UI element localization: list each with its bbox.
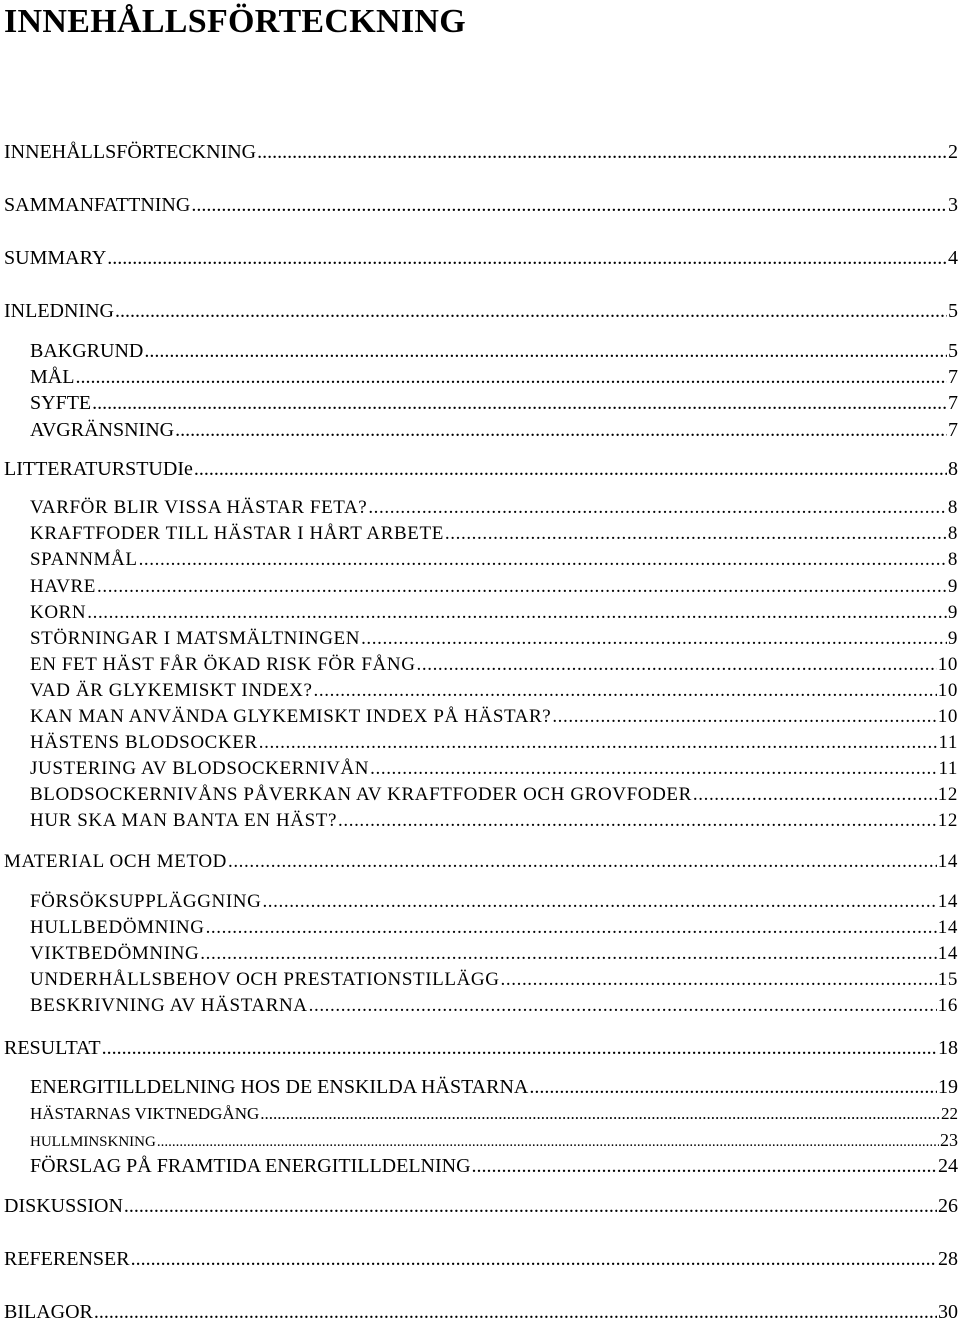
dot-leader [87,601,947,625]
toc-entry-page: 9 [947,628,958,649]
toc-entry-page: 10 [937,706,958,727]
toc-entry-label: ENERGITILLDELNING HOS DE ENSKILDA HÄSTARNA [30,1076,529,1098]
dot-leader [75,365,947,389]
dot-leader [97,575,947,599]
toc-entry-forslag-pa-framtida[interactable] [30,1154,958,1178]
toc-entry-referenser[interactable] [4,1247,958,1271]
toc-entry-vad-ar-glykemiskt-index[interactable] [30,679,958,703]
dot-leader [260,1103,940,1125]
toc-entry-hur-ska-man-banta-en-hast[interactable] [30,809,958,833]
dot-leader [94,1300,937,1324]
toc-entry-page: 28 [938,1248,958,1270]
toc-entry-page: 7 [948,419,958,441]
toc-entry-page: 16 [937,995,958,1016]
toc-entry-summary[interactable] [4,246,958,270]
toc-entry-label: FÖRSLAG PÅ FRAMTIDA ENERGITILLDELNING [30,1155,471,1177]
toc-entry-page: 10 [937,680,958,701]
toc-entry-label: BLODSOCKERNIVÅNS PÅVERKAN AV KRAFTFODER OCH GROVFODER [30,784,692,805]
toc-entry-sammanfattning[interactable] [4,193,958,217]
toc-entry-label: RESULTAT [4,1037,101,1059]
dot-leader [257,140,947,164]
toc-entry-page: 26 [938,1195,958,1217]
toc-entry-label: SPANNMÅL [30,549,138,570]
toc-entry-kan-man-anvanda-glykemiskt-index[interactable] [30,705,958,729]
dot-leader [368,496,947,520]
toc-entry-label: KAN MAN ANVÄNDA GLYKEMISKT INDEX PÅ HÄSTAR? [30,706,552,727]
toc-entry-havre[interactable] [30,575,958,599]
toc-entry-hullbedomning[interactable] [30,916,958,940]
toc-entry-inledning[interactable] [4,299,958,323]
toc-entry-label: KORN [30,602,87,623]
toc-entry-en-fet-hast[interactable] [30,653,958,677]
toc-entry-label: KRAFTFODER TILL HÄSTAR I HÅRT ARBETE [30,523,444,544]
toc-entry-label: MÅL [30,366,75,388]
dot-leader [139,548,947,572]
toc-entry-page: 9 [947,602,958,623]
dot-leader [417,653,937,677]
toc-entry-spannmal[interactable] [30,548,958,572]
toc-entry-diskussion[interactable] [4,1194,958,1218]
toc-entry-label: HULLBEDÖMNING [30,917,205,938]
dot-leader [144,339,947,363]
toc-entry-page: 15 [937,969,958,990]
toc-entry-label: REFERENSER [4,1248,130,1270]
toc-entry-page: 9 [947,576,958,597]
toc-entry-label: SYFTE [30,392,92,414]
toc-entry-page: 30 [938,1301,958,1323]
toc-entry-page: 8 [948,458,958,480]
toc-entry-page: 18 [938,1037,958,1059]
dot-leader [529,1075,937,1099]
toc-entry-justering-av-blodsockernivan[interactable] [30,757,958,781]
toc-entry-page: 2 [948,141,958,163]
toc-entry-storningar-i-matsmaltningen[interactable] [30,627,958,651]
toc-entry-label: SAMMANFATTNING [4,194,191,216]
dot-leader [115,299,947,323]
toc-entry-bilagor[interactable] [4,1300,958,1324]
toc-entry-page: 7 [948,392,958,414]
toc-entry-material-och-metod[interactable] [4,850,958,874]
dot-leader [338,809,937,833]
toc-entry-page: 14 [937,917,958,938]
toc-entry-page: 5 [948,340,958,362]
dot-leader [361,627,947,651]
dot-leader [200,942,937,966]
toc-entry-label: STÖRNINGAR I MATSMÄLTNINGEN [30,628,361,649]
toc-entry-page: 8 [947,549,958,570]
toc-entry-label: INNEHÅLLSFÖRTECKNING [4,141,257,163]
toc-entry-mal[interactable] [30,365,958,389]
page-title: INNEHÅLLSFÖRTECKNING [4,3,466,40]
toc-entry-page: 12 [937,810,958,831]
dot-leader [131,1247,937,1271]
toc-entry-viktbedomning[interactable] [30,942,958,966]
toc-entry-page: 3 [948,194,958,216]
dot-leader [262,890,936,914]
toc-entry-page: 11 [938,758,958,779]
toc-entry-label: VIKTBEDÖMNING [30,943,200,964]
toc-entry-syfte[interactable] [30,391,958,415]
dot-leader [445,522,947,546]
toc-entry-label: DISKUSSION [4,1195,123,1217]
dot-leader [552,705,936,729]
toc-entry-label: HUR SKA MAN BANTA EN HÄST? [30,810,338,831]
dot-leader [501,968,937,992]
toc-entry-label: MATERIAL OCH METOD [4,851,227,872]
toc-entry-innehallsforteckning[interactable] [4,140,958,164]
toc-entry-hastarnas-viktnedgang[interactable] [30,1103,958,1125]
dot-leader [102,1036,937,1060]
toc-entry-varfor-blir-vissa-hastar-feta[interactable] [30,496,958,520]
toc-entry-page: 14 [937,851,958,872]
toc-entry-page: 19 [938,1076,958,1098]
toc-entry-label: UNDERHÅLLSBEHOV OCH PRESTATIONSTILLÄGG [30,969,500,990]
toc-entry-korn[interactable] [30,601,958,625]
toc-entry-label: EN FET HÄST FÅR ÖKAD RISK FÖR FÅNG [30,654,416,675]
dot-leader [191,193,947,217]
toc-entry-page: 23 [940,1130,958,1150]
toc-entry-label: JUSTERING AV BLODSOCKERNIVÅN [30,758,370,779]
toc-entry-label: LITTERATURSTUDIe [4,458,193,480]
toc-entry-hastens-blodsocker[interactable] [30,731,958,755]
toc-entry-label: INLEDNING [4,300,114,322]
toc-entry-energitilldelning[interactable] [30,1075,958,1099]
dot-leader [228,850,937,874]
toc-entry-page: 5 [948,300,958,322]
toc-entry-label: VARFÖR BLIR VISSA HÄSTAR FETA? [30,497,368,518]
dot-leader [124,1194,937,1218]
toc-entry-label: BESKRIVNING AV HÄSTARNA [30,995,308,1016]
toc-entry-label: SUMMARY [4,247,107,269]
dot-leader [370,757,937,781]
toc-entry-beskrivning-av-hastarna[interactable] [30,994,958,1018]
toc-entry-page: 11 [938,732,958,753]
dot-leader [194,457,947,481]
toc-entry-label: BILAGOR [4,1301,93,1323]
toc-entry-bakgrund[interactable] [30,339,958,363]
toc-entry-forsoksupplaggning[interactable] [30,890,958,914]
dot-leader [107,246,947,270]
dot-leader [314,679,937,703]
toc-entry-page: 14 [937,891,958,912]
toc-entry-page: 8 [947,523,958,544]
toc-entry-hullminskning[interactable] [30,1130,958,1152]
toc-entry-label: AVGRÄNSNING [30,419,175,441]
toc-entry-kraftfoder-till-hastar[interactable] [30,522,958,546]
toc-entry-page: 12 [937,784,958,805]
toc-entry-label: BAKGRUND [30,340,144,362]
dot-leader [693,783,937,807]
dot-leader [259,731,938,755]
toc-entry-page: 24 [938,1155,958,1177]
dot-leader [472,1154,937,1178]
toc-entry-litteraturstudie[interactable] [4,457,958,481]
dot-leader [92,391,947,415]
toc-entry-page: 7 [948,366,958,388]
toc-entry-label: HAVRE [30,576,96,597]
toc-entry-label: FÖRSÖKSUPPLÄGGNING [30,891,262,912]
toc-entry-page: 14 [937,943,958,964]
toc-entry-page: 4 [948,247,958,269]
toc-entry-label: HÄSTENS BLODSOCKER [30,732,258,753]
dot-leader [157,1132,939,1152]
toc-entry-page: 22 [941,1104,958,1123]
dot-leader [206,916,937,940]
toc-entry-label: HULLMINSKNING [30,1134,156,1150]
toc-entry-page: 8 [947,497,958,518]
dot-leader [309,994,937,1018]
toc-entry-underhallsbehov[interactable] [30,968,958,992]
toc-entry-label: HÄSTARNAS VIKTNEDGÅNG [30,1104,260,1123]
toc-entry-resultat[interactable] [4,1036,958,1060]
dot-leader [175,418,947,442]
toc-entry-page: 10 [937,654,958,675]
toc-entry-label: VAD ÄR GLYKEMISKT INDEX? [30,680,313,701]
toc-entry-blodsockernivans-paverkan[interactable] [30,783,958,807]
toc-entry-avgransning[interactable] [30,418,958,442]
